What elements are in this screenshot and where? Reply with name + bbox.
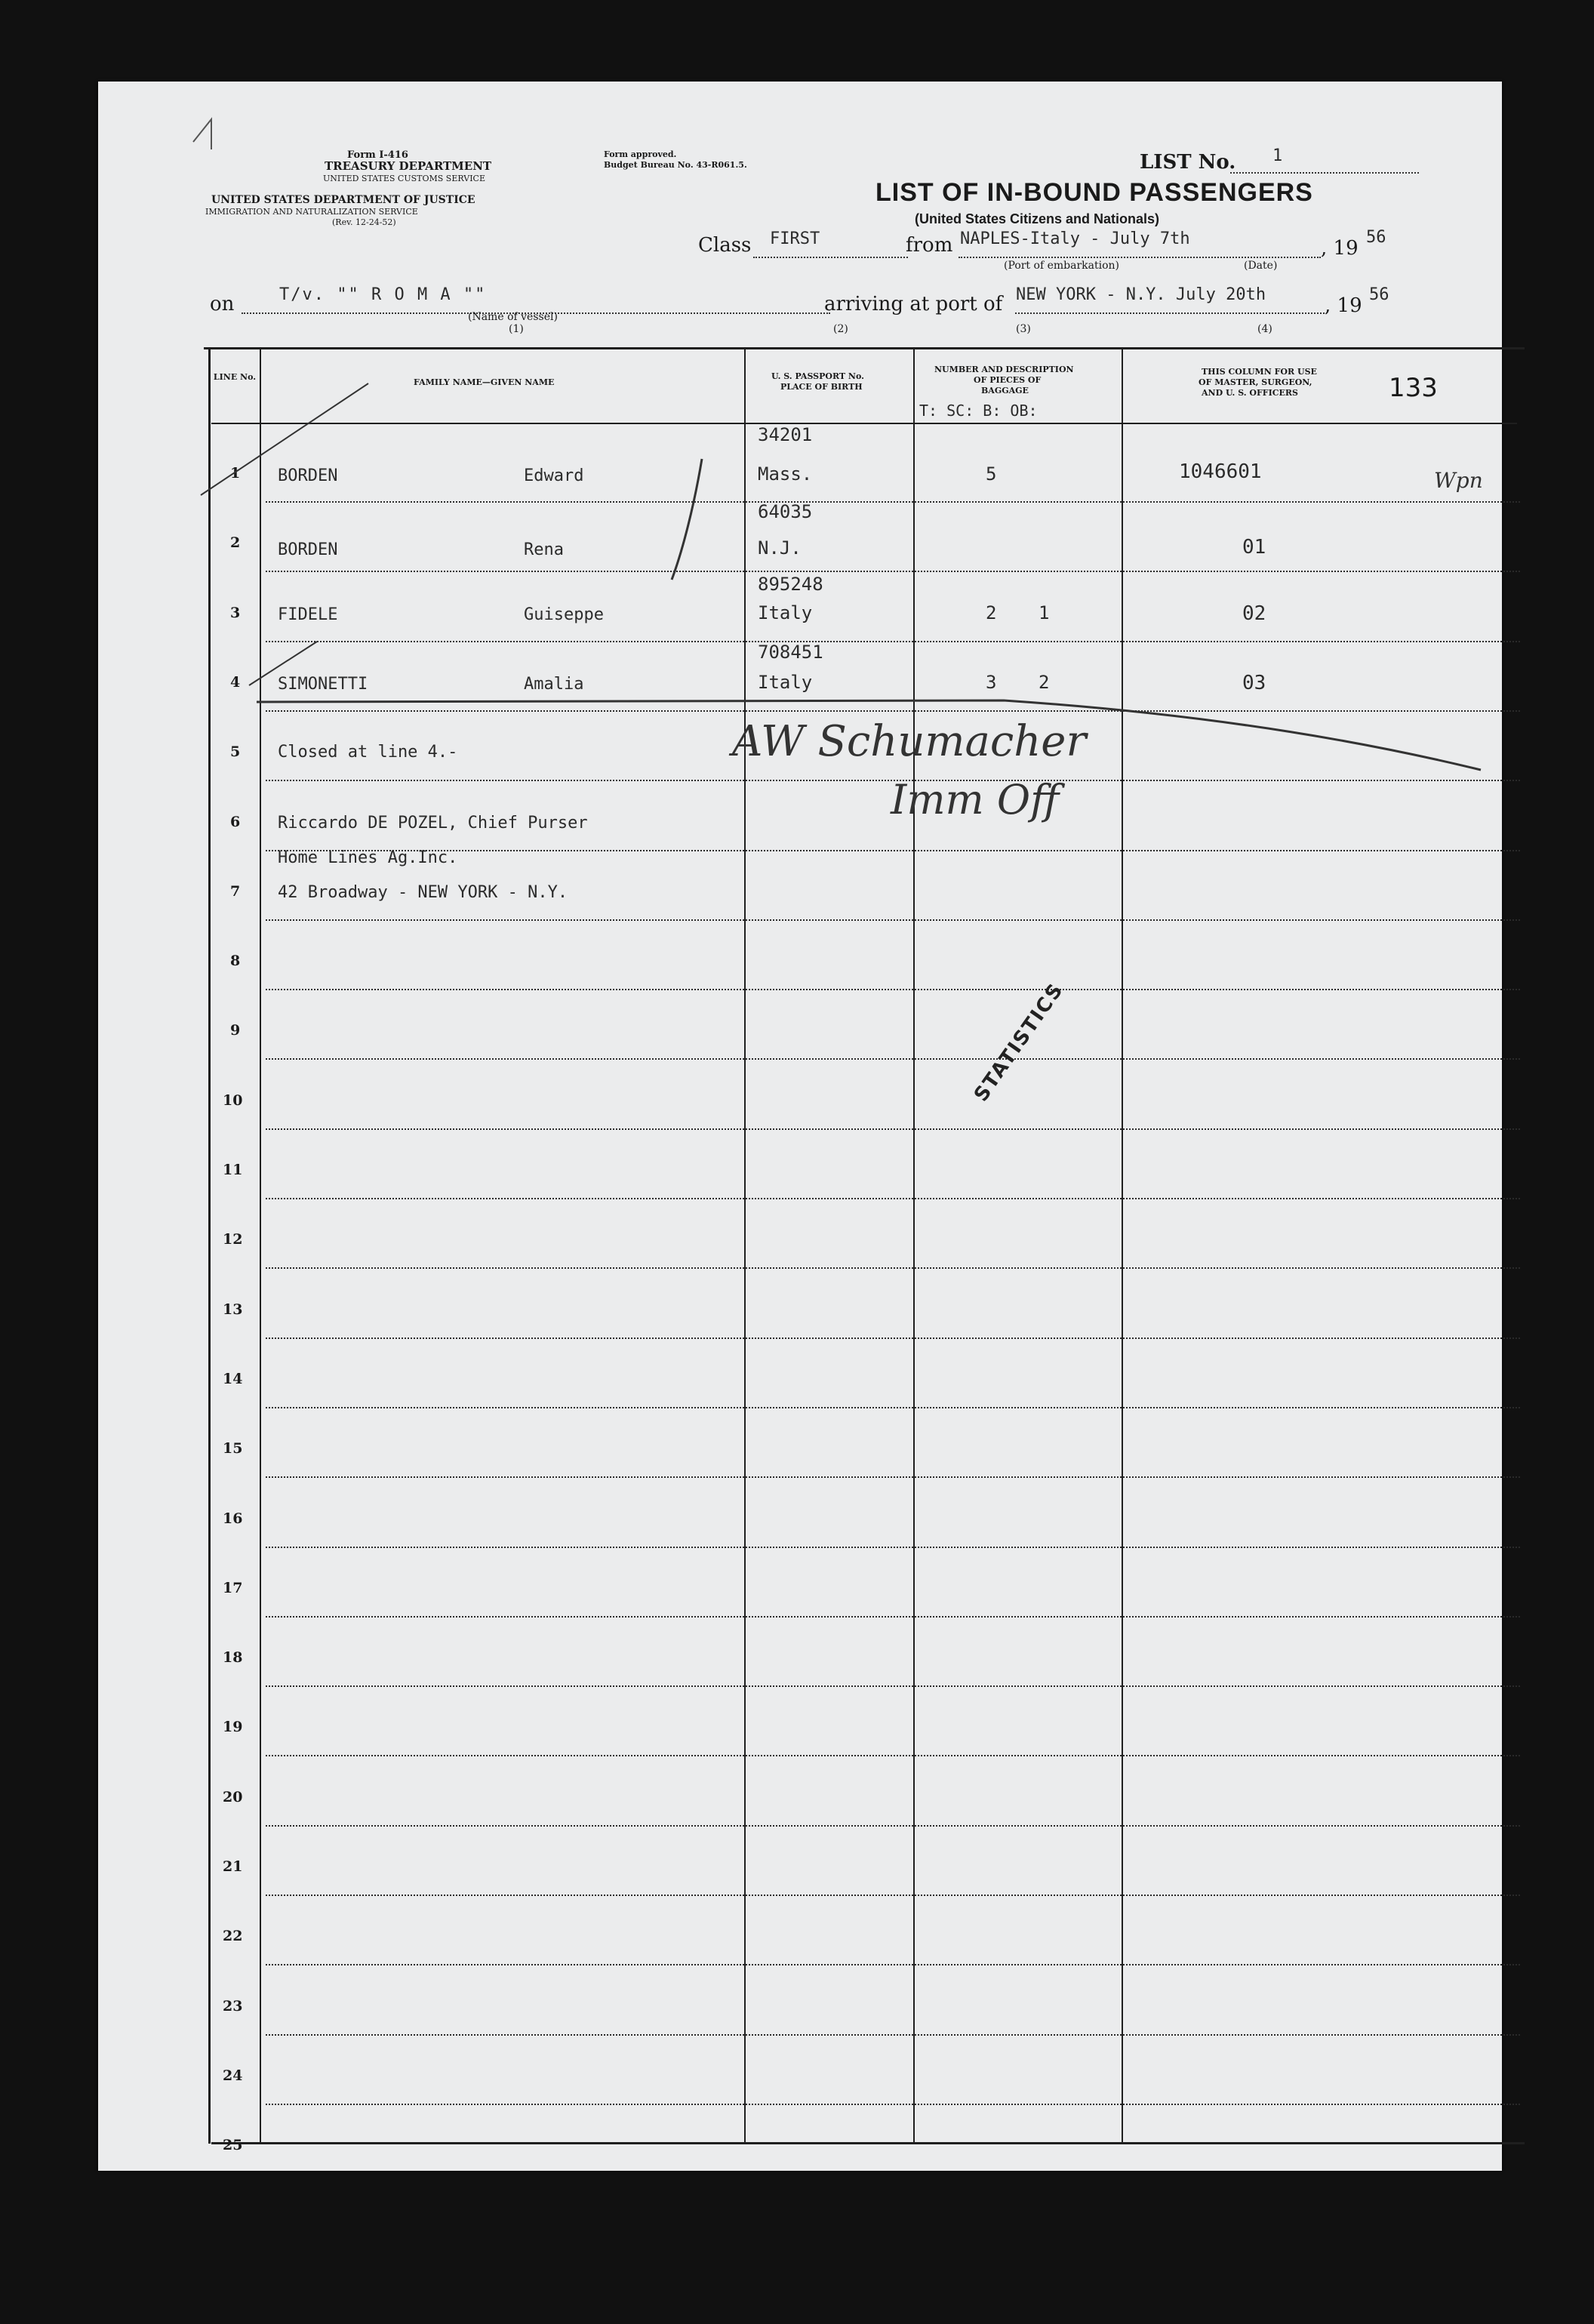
col-officers-2: OF MASTER, SURGEON, — [1199, 377, 1312, 387]
from-label: from — [906, 234, 953, 257]
class-value: FIRST — [770, 229, 820, 248]
passport-number: 895248 — [758, 574, 823, 595]
year-prefix-1: , 19 — [1321, 237, 1359, 260]
row-rule — [266, 1058, 1520, 1060]
row-rule — [266, 2104, 1520, 2105]
caption-1: (1) — [509, 323, 524, 335]
line-number: 19 — [223, 1719, 243, 1736]
line-number: 20 — [223, 1788, 243, 1805]
list-no-value: 1 — [1272, 146, 1283, 165]
officer-entry: 03 — [1242, 672, 1266, 694]
baggage-t: 5 — [986, 463, 997, 485]
table-bottom-border — [211, 2142, 1525, 2144]
margin-note: Wpn — [1434, 468, 1483, 493]
col-baggage-1: NUMBER AND DESCRIPTION — [934, 365, 1074, 374]
place-of-birth: Italy — [758, 672, 813, 693]
row-rule — [266, 1128, 1520, 1130]
row-rule — [266, 1755, 1520, 1756]
line-number: 9 — [230, 1022, 241, 1039]
given-name: Edward — [524, 466, 584, 485]
line-number: 14 — [223, 1370, 243, 1387]
caption-3: (3) — [1016, 323, 1031, 335]
manifest-sheet — [98, 82, 1502, 2171]
purser-note: Riccardo DE POZEL, Chief Purser — [278, 814, 588, 833]
passport-number: 34201 — [758, 424, 813, 445]
officer-entry: 01 — [1242, 536, 1266, 559]
line-number: 15 — [223, 1440, 243, 1458]
line-number: 25 — [223, 2137, 243, 2154]
col-baggage-2: OF PIECES OF — [974, 375, 1042, 385]
row-rule — [266, 1964, 1520, 1965]
date-caption: (Date) — [1244, 260, 1278, 272]
year-value-2: 56 — [1369, 285, 1389, 304]
family-name: BORDEN — [278, 466, 338, 485]
family-name: SIMONETTI — [278, 675, 368, 694]
given-name: Rena — [524, 540, 564, 559]
treasury-department: TREASURY DEPARTMENT — [325, 159, 492, 173]
line-number: 12 — [223, 1231, 243, 1248]
row-rule — [266, 1198, 1520, 1199]
line-number: 22 — [223, 1928, 243, 1945]
customs-service: UNITED STATES CUSTOMS SERVICE — [323, 174, 485, 183]
manifest-subtitle: (United States Citizens and Nationals) — [915, 211, 1160, 226]
line-number: 13 — [223, 1301, 243, 1318]
agency-note: Home Lines Ag.Inc. — [278, 848, 458, 867]
cancel-stroke — [201, 383, 368, 495]
on-label: on — [210, 293, 235, 316]
budget-bureau: Budget Bureau No. 43-R061.5. — [604, 160, 747, 170]
closed-note: Closed at line 4.- — [278, 743, 458, 762]
col-line-no: LINE No. — [213, 372, 257, 382]
line-number: 4 — [230, 673, 241, 691]
vessel-caption: (Name of vessel) — [468, 311, 558, 323]
port-embarkation-caption: (Port of embarkation) — [1004, 260, 1119, 272]
vessel-value: T/v. "" R O M A "" — [279, 285, 487, 304]
family-name: FIDELE — [278, 605, 338, 624]
baggage-t: 2 — [986, 602, 997, 623]
place-of-birth: Italy — [758, 602, 813, 623]
form-id: Form I-416 — [347, 149, 408, 161]
line-number: 23 — [223, 1997, 243, 2015]
place-of-birth: N.J. — [758, 537, 802, 559]
line-number: 5 — [230, 743, 241, 761]
check-mark — [672, 459, 702, 580]
line-number: 3 — [230, 604, 241, 621]
line-number: 18 — [223, 1649, 243, 1667]
row-rule — [266, 1407, 1520, 1408]
statistics-stamp: STATISTICS — [970, 978, 1069, 1107]
class-label: Class — [698, 234, 752, 257]
page-number: 133 — [1389, 373, 1438, 403]
col-passport-2: PLACE OF BIRTH — [780, 382, 863, 392]
given-name: Guiseppe — [524, 605, 604, 624]
line-number: 21 — [223, 1858, 243, 1875]
line-number: 8 — [230, 953, 241, 970]
line-number: 17 — [223, 1579, 243, 1596]
col-passport-1: U. S. PASSPORT No. — [771, 371, 864, 381]
address-note: 42 Broadway - NEW YORK - N.Y. — [278, 883, 568, 902]
manifest-title: LIST OF IN-BOUND PASSENGERS — [875, 178, 1313, 207]
row-rule — [266, 1616, 1520, 1618]
inspector-signature: AW Schumacher — [732, 717, 1087, 766]
line-number: 16 — [223, 1510, 243, 1527]
line-number: 10 — [223, 1091, 243, 1109]
col-officers-3: AND U. S. OFFICERS — [1202, 388, 1298, 398]
col-baggage-sub: T: SC: B: OB: — [919, 402, 1038, 420]
cancel-stroke — [249, 642, 317, 685]
arrival-value: NEW YORK - N.Y. July 20th — [1016, 285, 1266, 304]
given-name: Amalia — [524, 675, 584, 694]
handwritten-marks — [98, 82, 1502, 987]
baggage-b: 1 — [1039, 602, 1050, 623]
ins: IMMIGRATION AND NATURALIZATION SERVICE — [205, 207, 418, 217]
officer-entry: 1046601 — [1179, 460, 1262, 483]
col-name: FAMILY NAME—GIVEN NAME — [414, 377, 555, 387]
officer-entry: 02 — [1242, 602, 1266, 625]
arriving-label: arriving at port of — [824, 293, 1003, 316]
inspector-title: Imm Off — [891, 776, 1060, 823]
caption-4: (4) — [1257, 323, 1272, 335]
family-name: BORDEN — [278, 540, 338, 559]
form-approved: Form approved. — [604, 149, 677, 159]
line-number: 2 — [230, 534, 241, 552]
place-of-birth: Mass. — [758, 463, 813, 485]
line-number: 6 — [230, 813, 241, 830]
row-rule — [266, 1547, 1520, 1548]
row-rule — [266, 2034, 1520, 2036]
year-prefix-2: , 19 — [1325, 294, 1362, 317]
passport-number: 708451 — [758, 642, 823, 663]
department-of-justice: UNITED STATES DEPARTMENT OF JUSTICE — [211, 194, 475, 206]
col-baggage-3: BAGGAGE — [981, 386, 1029, 396]
corner-mark — [193, 119, 211, 149]
baggage-t: 3 — [986, 672, 997, 693]
caption-2: (2) — [833, 323, 848, 335]
row-rule — [266, 1337, 1520, 1339]
row-rule — [266, 1895, 1520, 1896]
from-value: NAPLES-Italy - July 7th — [960, 229, 1190, 248]
line-number: 24 — [223, 2067, 243, 2084]
row-rule — [266, 989, 1520, 990]
row-rule — [266, 1267, 1520, 1269]
revision: (Rev. 12-24-52) — [332, 217, 396, 227]
row-rule — [266, 1685, 1520, 1687]
line-number: 11 — [223, 1162, 243, 1178]
line-number: 7 — [230, 882, 241, 900]
passport-number: 64035 — [758, 501, 813, 522]
line-number: 1 — [230, 465, 241, 482]
list-no-label: LIST No. — [1140, 151, 1236, 174]
baggage-b: 2 — [1039, 672, 1050, 693]
row-rule — [266, 1825, 1520, 1827]
year-value-1: 56 — [1366, 228, 1386, 247]
col-officers-1: THIS COLUMN FOR USE — [1202, 367, 1317, 377]
row-rule — [266, 1476, 1520, 1478]
